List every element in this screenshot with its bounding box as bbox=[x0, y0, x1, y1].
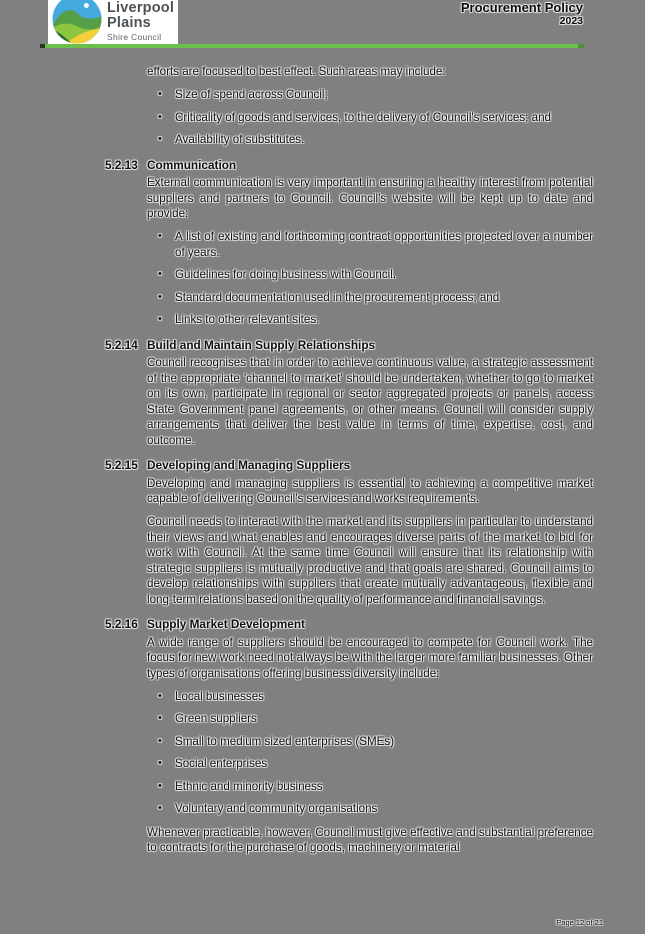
bullet-text: Ethnic and minority business bbox=[175, 779, 323, 793]
document-title: Procurement Policy bbox=[460, 0, 583, 15]
bullet-icon: • bbox=[158, 230, 162, 242]
bullet-item bbox=[147, 689, 593, 705]
bullet-list bbox=[147, 229, 593, 328]
bullet-list bbox=[147, 87, 593, 148]
bullet-item bbox=[147, 756, 593, 772]
bullet-text: Criticality of goods and services, to the delivery of Council's services; and bbox=[175, 110, 551, 124]
bullet-text: Social enterprises bbox=[175, 757, 268, 770]
bullet-item bbox=[147, 801, 593, 817]
page-footer bbox=[556, 918, 603, 927]
section-heading bbox=[105, 337, 593, 354]
bullet-icon: • bbox=[158, 689, 162, 702]
section-title: Communication bbox=[147, 157, 237, 172]
section-heading bbox=[105, 617, 593, 633]
bullet-icon: • bbox=[158, 734, 162, 747]
bullet-icon: • bbox=[158, 133, 162, 145]
document-year: 2023 bbox=[559, 15, 583, 27]
bullet-item bbox=[147, 110, 593, 126]
bullet-text: Guidelines for doing business with Council. bbox=[175, 268, 397, 281]
logo-line-liverpool: Liverpool bbox=[107, 0, 175, 16]
bullet-item bbox=[147, 229, 593, 260]
paragraph: efforts are focused to best effect. Such areas may include: bbox=[147, 65, 446, 78]
bullet-text: Small to medium sized enterprises (SMEs) bbox=[175, 734, 395, 748]
bullet-text: Size of spend across Council; bbox=[175, 88, 328, 101]
header-title-block bbox=[461, 1, 583, 27]
bullet-icon: • bbox=[158, 757, 162, 769]
paragraph: Whenever practicable, however, Council must give effective and substantial preference to contracts for the purchase of goods, machinery or material bbox=[147, 825, 593, 854]
bullet-text: Standard documentation used in the procurement process; and bbox=[175, 290, 500, 304]
council-logo-icon bbox=[52, 0, 102, 44]
bullet-item bbox=[147, 267, 593, 283]
section-heading bbox=[105, 157, 593, 174]
bullet-text: Availability of substitutes. bbox=[175, 133, 305, 146]
paragraph: Developing and managing suppliers is essential to achieving a competitive market capable of delivering Council's services and works requirements. bbox=[147, 476, 593, 505]
bullet-icon: • bbox=[158, 313, 162, 325]
logo-line-shire-council: Shire Council bbox=[107, 32, 162, 42]
page-number: Page 12 of 21 bbox=[556, 918, 603, 927]
section-heading bbox=[105, 458, 593, 474]
bullet-item bbox=[147, 711, 593, 727]
council-logo bbox=[48, 0, 178, 44]
section-title: Supply Market Development bbox=[147, 617, 305, 631]
bullet-item bbox=[147, 779, 593, 795]
header-divider-line bbox=[40, 44, 584, 48]
bullet-item bbox=[147, 734, 593, 750]
bullet-item bbox=[147, 312, 593, 328]
bullet-text: Green suppliers bbox=[175, 712, 257, 725]
paragraph: Council needs to interact with the market and its suppliers in particular to understand their views and what enables and encourages diverse parts of the market to bid for work with Council. At the same time Council will ensure that its relationship with strategic suppliers is mutually productive and that goals are shared. Council aims to develop relationships with suppliers that create mutually advantageous, flexible and long-term relations based on the quality of performance and financial savings. bbox=[147, 515, 593, 606]
section-title: Build and Maintain Supply Relationships bbox=[147, 337, 376, 352]
bullet-icon: • bbox=[158, 290, 162, 303]
bullet-icon: • bbox=[158, 779, 162, 792]
bullet-item bbox=[147, 290, 593, 306]
bullet-icon: • bbox=[158, 268, 162, 280]
section-number: 5.2.14 bbox=[105, 337, 138, 352]
bullet-text: Local businesses bbox=[175, 689, 264, 703]
bullet-text: Voluntary and community organisations bbox=[175, 802, 378, 815]
council-logo-text bbox=[107, 1, 174, 42]
bullet-list bbox=[147, 689, 593, 817]
bullet-item bbox=[147, 87, 593, 103]
section-number: 5.2.15 bbox=[105, 458, 138, 472]
bullet-icon: • bbox=[158, 88, 162, 100]
bullet-text: A list of existing and forthcoming contract opportunities projected over a number of years. bbox=[175, 230, 593, 259]
bullet-icon: • bbox=[158, 110, 162, 123]
bullet-item bbox=[147, 132, 593, 148]
paragraph: A wide range of suppliers should be encouraged to compete for Council work. The focus for new work need not always be with the larger more familiar businesses. Other types of organisations offering business diversity include: bbox=[147, 635, 593, 680]
section-number: 5.2.13 bbox=[105, 157, 138, 172]
section-title: Developing and Managing Suppliers bbox=[147, 458, 351, 472]
bullet-text: Links to other relevant sites. bbox=[175, 313, 320, 326]
paragraph: External communication is very important in ensuring a healthy interest from potential suppliers and partners to Council. Council's website will be kept up to date and provide: bbox=[147, 176, 593, 220]
bullet-icon: • bbox=[158, 802, 162, 814]
logo-line-plains: Plains bbox=[107, 15, 151, 31]
bullet-icon: • bbox=[158, 712, 162, 724]
section-number: 5.2.16 bbox=[105, 617, 138, 631]
document-body bbox=[105, 64, 593, 863]
paragraph: Council recognises that in order to achieve continuous value, a strategic assessment of the appropriate 'channel to market' should be undertaken, whether to go to market on its own, participate in regional or sector aggregated projects or panels, access State Government panel agreements, or other means. Council will consider supply arrangements that deliver the best value in terms of time, expertise, cost, and outcome. bbox=[147, 356, 593, 447]
